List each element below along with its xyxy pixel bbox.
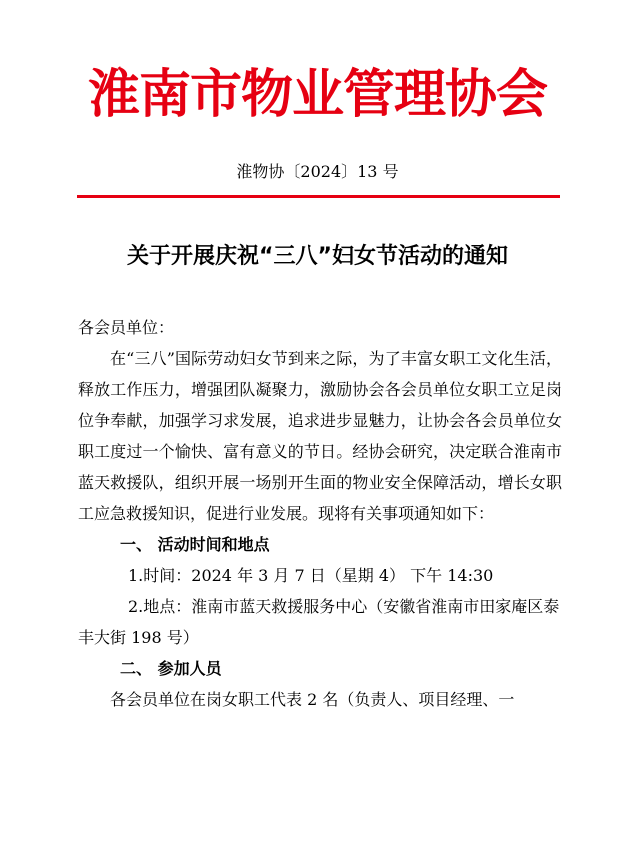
- notice-body: [78, 312, 562, 715]
- section-heading-participants: 二、 参加人员: [120, 659, 222, 678]
- organization-name-heading: 淮南市物业管理协会: [87, 65, 547, 125]
- section-heading-time-place: 一、 活动时间和地点: [120, 535, 270, 554]
- document-number: 淮物协〔2024〕13 号: [236, 162, 399, 181]
- intro-paragraph: 在“三八”国际劳动妇女节到来之际，为了丰富女职工文化生活，释放工作压力，增强团队凝聚力，激励协会各会员单位女职工立足岗位争奉献，加强学习求发展，追求进步显魅力，让协会各会员单位女职工度过一个愉快、富有意义的节日。经协会研究，决定联合淮南市蓝天救援队，组织开展一场别开生面的物业安全保障活动，增长女职工应急救援知识，促进行业发展。现将有关事项通知如下：: [78, 349, 562, 523]
- time-item: 1.时间：2024 年 3 月 7 日（星期 4） 下午 14:30: [128, 566, 494, 585]
- participants-paragraph: 各会员单位在岗女职工代表 2 名（负责人、项目经理、一: [110, 690, 515, 709]
- red-divider-rule: [77, 195, 560, 198]
- place-item: 2.地点：淮南市蓝天救援服务中心（安徽省淮南市田家庵区泰丰大街 198 号）: [78, 597, 560, 647]
- salutation: 各会员单位：: [78, 318, 175, 337]
- notice-title: 关于开展庆祝“三八”妇女节活动的通知: [127, 244, 508, 269]
